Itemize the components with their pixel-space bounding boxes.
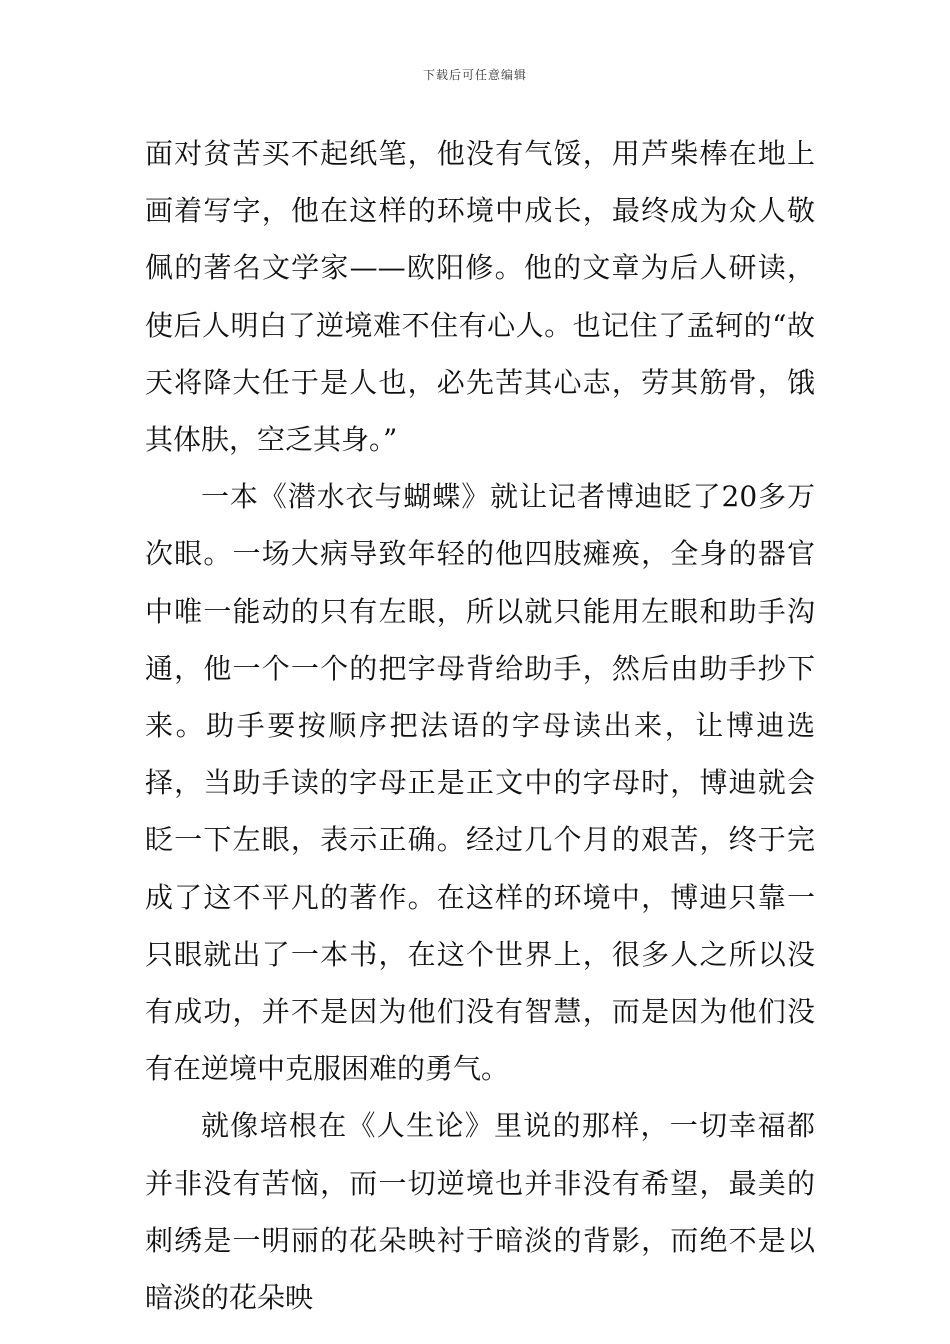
- paragraph-2: 一本《潜水衣与蝴蝶》就让记者博迪眨了20多万次眼。一场大病导致年轻的他四肢瘫痪，全身的器官中唯一能动的只有左眼，所以就只能用左眼和助手沟通，他一个一个的把字母背给助手，然后由助手抄下来。助手要按顺序把法语的字母读出来，让博迪选择，当助手读的字母正是正文中的字母时，博迪就会眨一下左眼，表示正确。经过几个月的艰苦，终于完成了这不平凡的著作。在这样的环境中，博迪只靠一只眼就出了一本书，在这个世界上，很多人之所以没有成功，并不是因为他们没有智慧，而是因为他们没有在逆境中克服困难的勇气。: [145, 480, 815, 1086]
- paragraph-1: 面对贫苦买不起纸笔，他没有气馁，用芦柴棒在地上画着写字，他在这样的环境中成长，最终成为众人敬佩的著名文学家——欧阳修。他的文章为后人研读，使后人明白了逆境难不住有心人。也记住了孟轲的“故天将降大任于是人也，必先苦其心志，劳其筋骨，饿其体肤，空乏其身。”: [145, 137, 815, 457]
- paragraph-3: 就像培根在《人生论》里说的那样，一切幸福都并非没有苦恼，而一切逆境也并非没有希望，最美的刺绣是一明丽的花朵映衬于暗淡的背影，而绝不是以暗淡的花朵映: [145, 1109, 815, 1315]
- document-body: [145, 125, 815, 1326]
- page-header: 下载后可任意编辑: [422, 68, 527, 82]
